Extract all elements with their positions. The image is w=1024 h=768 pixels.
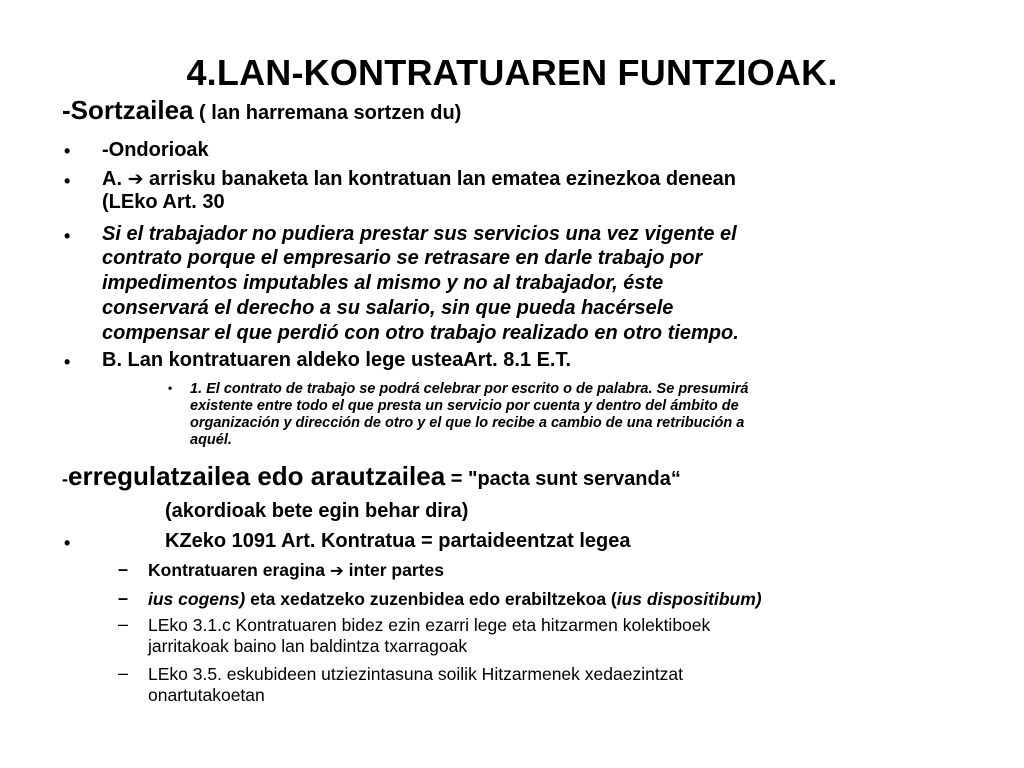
dash-item-2-mid: eta xedatzeko zuzenbidea edo erabiltzekoa ( — [245, 589, 617, 609]
dash-item-2-italic2: ius dispositibum) — [616, 589, 762, 609]
item-b: B. Lan kontratuaren aldeko lege usteaArt. 8.1 E.T. — [102, 349, 572, 371]
sub-line-2: existente entre todo el que presta un servicio por cuenta y dentro del ámbito de — [190, 398, 739, 414]
erregulatzailea-dash: - — [62, 469, 68, 489]
erregulatzailea-heading: erregulatzailea edo arautzailea — [68, 461, 446, 491]
dash-item-2-italic1: ius cogens) — [148, 589, 246, 609]
bullet: • — [64, 352, 71, 372]
item-a-prefix: A. — [102, 168, 128, 190]
dash-item-1 — [148, 560, 444, 581]
dash-item-3-line1: LEko 3.1.c Kontratuaren bidez ezin ezarri lege eta hitzarmen kolektiboek — [148, 615, 711, 635]
si-line-1: Si el trabajador no pudiera prestar sus servicios una vez vigente el — [102, 223, 737, 245]
si-line-5: compensar el que perdió con otro trabajo realizado en otro tiempo. — [102, 322, 739, 344]
sortzailea-line — [62, 95, 461, 126]
arrow-right-icon: ➔ — [127, 169, 144, 190]
dash-item-2 — [148, 589, 762, 610]
slide-title: 4.LAN-KONTRATUAREN FUNTZIOAK. — [186, 52, 838, 93]
sortzailea-heading: -Sortzailea — [62, 95, 194, 125]
item-a-line1 — [102, 168, 736, 191]
bullet: • — [64, 226, 71, 246]
si-line-2: contrato porque el empresario se retrasare en darle trabajo por — [102, 247, 703, 269]
dash-item-4-line2: onartutakoetan — [148, 685, 265, 705]
erregulatzailea-line — [62, 461, 681, 492]
bullet: • — [64, 171, 71, 191]
si-line-3: impedimentos imputables al mismo y no al trabajador, éste — [102, 272, 664, 294]
item-a-line2: (LEko Art. 30 — [102, 191, 225, 213]
sortzailea-sub: ( lan harremana sortzen du) — [193, 102, 462, 124]
dash-item-1-b: inter partes — [343, 560, 444, 580]
sub-line-1: 1. El contrato de trabajo se podrá celebrar por escrito o de palabra. Se presumirá — [190, 381, 749, 397]
sub-bullet: • — [168, 381, 173, 395]
bullet: • — [64, 141, 71, 161]
dash: – — [118, 588, 129, 608]
dash: – — [118, 559, 129, 579]
kzeko-item: KZeko 1091 Art. Kontratua = partaideentzat legea — [165, 530, 631, 552]
dash-item-4-line1: LEko 3.5. eskubideen utziezintasuna soilik Hitzarmenek xedaezintzat — [148, 664, 684, 684]
item-a-text: arrisku banaketa lan kontratuan lan ematea ezinezkoa denean — [143, 168, 736, 190]
dash-item-3-line2: jarritakoak baino lan baldintza txarragoak — [148, 636, 468, 656]
bullet: • — [64, 533, 71, 553]
erregulatzailea-line2: (akordioak bete egin behar dira) — [165, 500, 469, 522]
dash-item-1-a: Kontratuaren eragina — [148, 560, 330, 580]
dash: – — [118, 614, 129, 634]
si-line-4: conservará el derecho a su salario, sin que pueda hacérsele — [102, 297, 674, 319]
arrow-right-icon: ➔ — [329, 561, 344, 580]
ondorioak-item: -Ondorioak — [102, 139, 209, 161]
sub-line-4: aquél. — [190, 432, 232, 448]
sub-line-3: organización y dirección de otro y el que lo recibe a cambio de una retribución a — [190, 415, 745, 431]
erregulatzailea-rest: = "pacta sunt servanda“ — [445, 468, 681, 490]
dash: – — [118, 663, 129, 683]
